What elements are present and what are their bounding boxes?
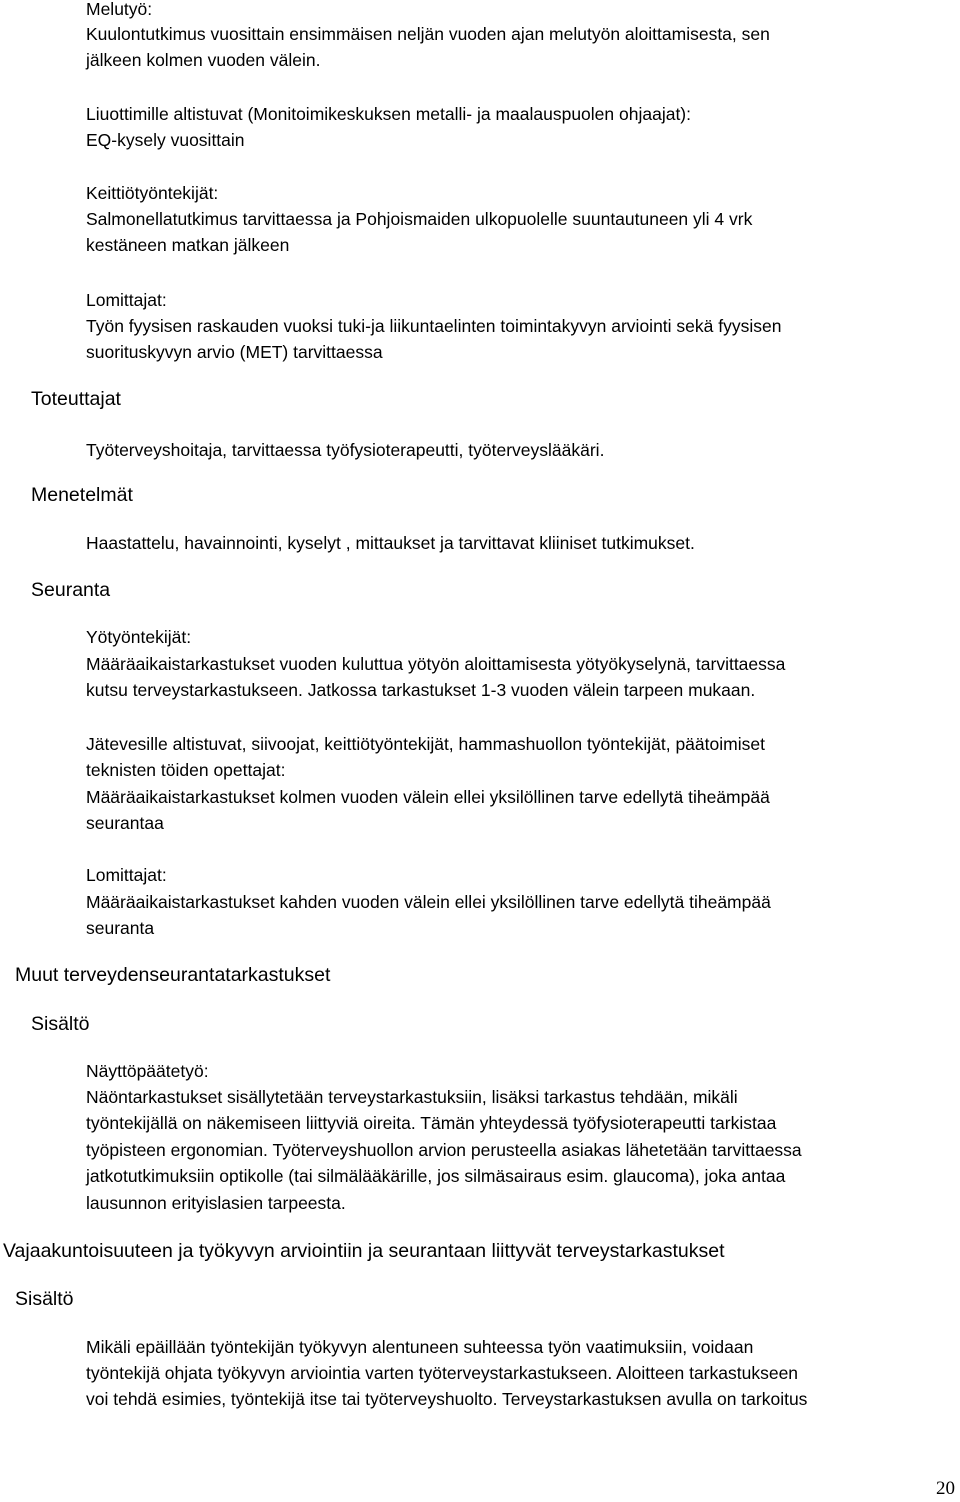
nayttopaate-line-1: Näöntarkastukset sisällytetään terveystarkastuksiin, lisäksi tarkastus tehdään, mikäli — [86, 1087, 738, 1107]
liuottimille-line-1: Liuottimille altistuvat (Monitoimikeskuksen metalli- ja maalauspuolen ohjaajat): — [86, 104, 691, 124]
yotyo-line-2: kutsu terveystarkastukseen. Jatkossa tarkastukset 1-3 vuoden välein tarpeen mukaan. — [86, 680, 756, 700]
seuranta-label: Seuranta — [31, 579, 111, 601]
nayttopaate-line-4: jatkotutkimuksiin optikolle (tai silmälääkärille, jos silmäsairaus esim. glaucoma), joka antaa — [86, 1166, 786, 1186]
toteuttajat-label: Toteuttajat — [31, 388, 121, 410]
menetelmat-text: Haastattelu, havainnointi, kyselyt , mittaukset ja tarvittavat kliiniset tutkimukset. — [86, 533, 695, 553]
nayttopaate-line-2: työntekijällä on näkemiseen liittyviä oireita. Tämän yhteydessä työfysioterapeutti tarkistaa — [86, 1113, 777, 1133]
keittio-line-2: kestäneen matkan jälkeen — [86, 235, 290, 255]
lomittajat-line-1: Työn fyysisen raskauden vuoksi tuki-ja liikuntaelinten toimintakyvyn arviointi sekä fyysisen — [86, 316, 782, 336]
jatevesi-line-4: seurantaa — [86, 813, 164, 833]
vajaakunto-sisalto-label: Sisältö — [15, 1288, 74, 1310]
melutyo-line-2: jälkeen kolmen vuoden välein. — [86, 50, 321, 70]
melutyo-line-1: Kuulontutkimus vuosittain ensimmäisen neljän vuoden ajan melutyön aloittamisesta, sen — [86, 24, 770, 44]
vajaakunto-line-1: Mikäli epäillään työntekijän työkyvyn alentuneen suhteessa työn vaatimuksiin, voidaan — [86, 1337, 754, 1357]
keittio-line-1: Salmonellatutkimus tarvittaessa ja Pohjoismaiden ulkopuolelle suuntautuneen yli 4 vrk — [86, 209, 753, 229]
vajaakunto-heading: Vajaakuntoisuuteen ja työkyvyn arviointiin ja seurantaan liittyvät terveystarkastukset — [3, 1240, 725, 1262]
nayttopaate-line-3: työpisteen ergonomian. Työterveyshuollon arvion perusteella asiakas lähetetään tarvittaessa — [86, 1140, 802, 1160]
jatevesi-line-2: teknisten töiden opettajat: — [86, 760, 286, 780]
lomittajat2-heading: Lomittajat: — [86, 865, 167, 885]
lomittajat2-line-1: Määräaikaistarkastukset kahden vuoden välein ellei yksilöllinen tarve edellytä tiheämpää — [86, 892, 771, 912]
lomittajat2-line-2: seuranta — [86, 918, 155, 938]
muut-heading: Muut terveydenseurantatarkastukset — [15, 964, 331, 986]
yotyo-line-1: Määräaikaistarkastukset vuoden kuluttua yötyön aloittamisesta yötyökyselynä, tarvittaessa — [86, 654, 786, 674]
liuottimille-line-2: EQ-kysely vuosittain — [86, 130, 245, 150]
melutyo-heading: Melutyö: — [86, 0, 153, 19]
jatevesi-line-3: Määräaikaistarkastukset kolmen vuoden välein ellei yksilöllinen tarve edellytä tiheämpää — [86, 787, 770, 807]
yotyo-heading: Yötyöntekijät: — [86, 627, 192, 647]
lomittajat-line-2: suorituskyvyn arvio (MET) tarvittaessa — [86, 342, 383, 362]
lomittajat-heading: Lomittajat: — [86, 290, 167, 310]
vajaakunto-line-2: työntekijä ohjata työkyvyn arviointia varten työterveystarkastukseen. Aloitteen tarkastukseen — [86, 1363, 799, 1383]
nayttopaate-heading: Näyttöpäätetyö: — [86, 1061, 209, 1081]
nayttopaate-line-5: lausunnon erityislasien tarpeesta. — [86, 1193, 346, 1213]
vajaakunto-line-3: voi tehdä esimies, työntekijä itse tai työterveyshuolto. Terveystarkastuksen avulla on tarkoitus — [86, 1389, 808, 1409]
menetelmat-label: Menetelmät — [31, 484, 133, 506]
jatevesi-line-1: Jätevesille altistuvat, siivoojat, keittiötyöntekijät, hammashuollon työntekijät, päätoimiset — [86, 734, 765, 754]
keittio-heading: Keittiötyöntekijät: — [86, 183, 219, 203]
toteuttajat-text: Työterveyshoitaja, tarvittaessa työfysioterapeutti, työterveyslääkäri. — [86, 440, 605, 460]
page-number: 20 — [936, 1478, 955, 1499]
muut-sisalto-label: Sisältö — [31, 1013, 90, 1035]
